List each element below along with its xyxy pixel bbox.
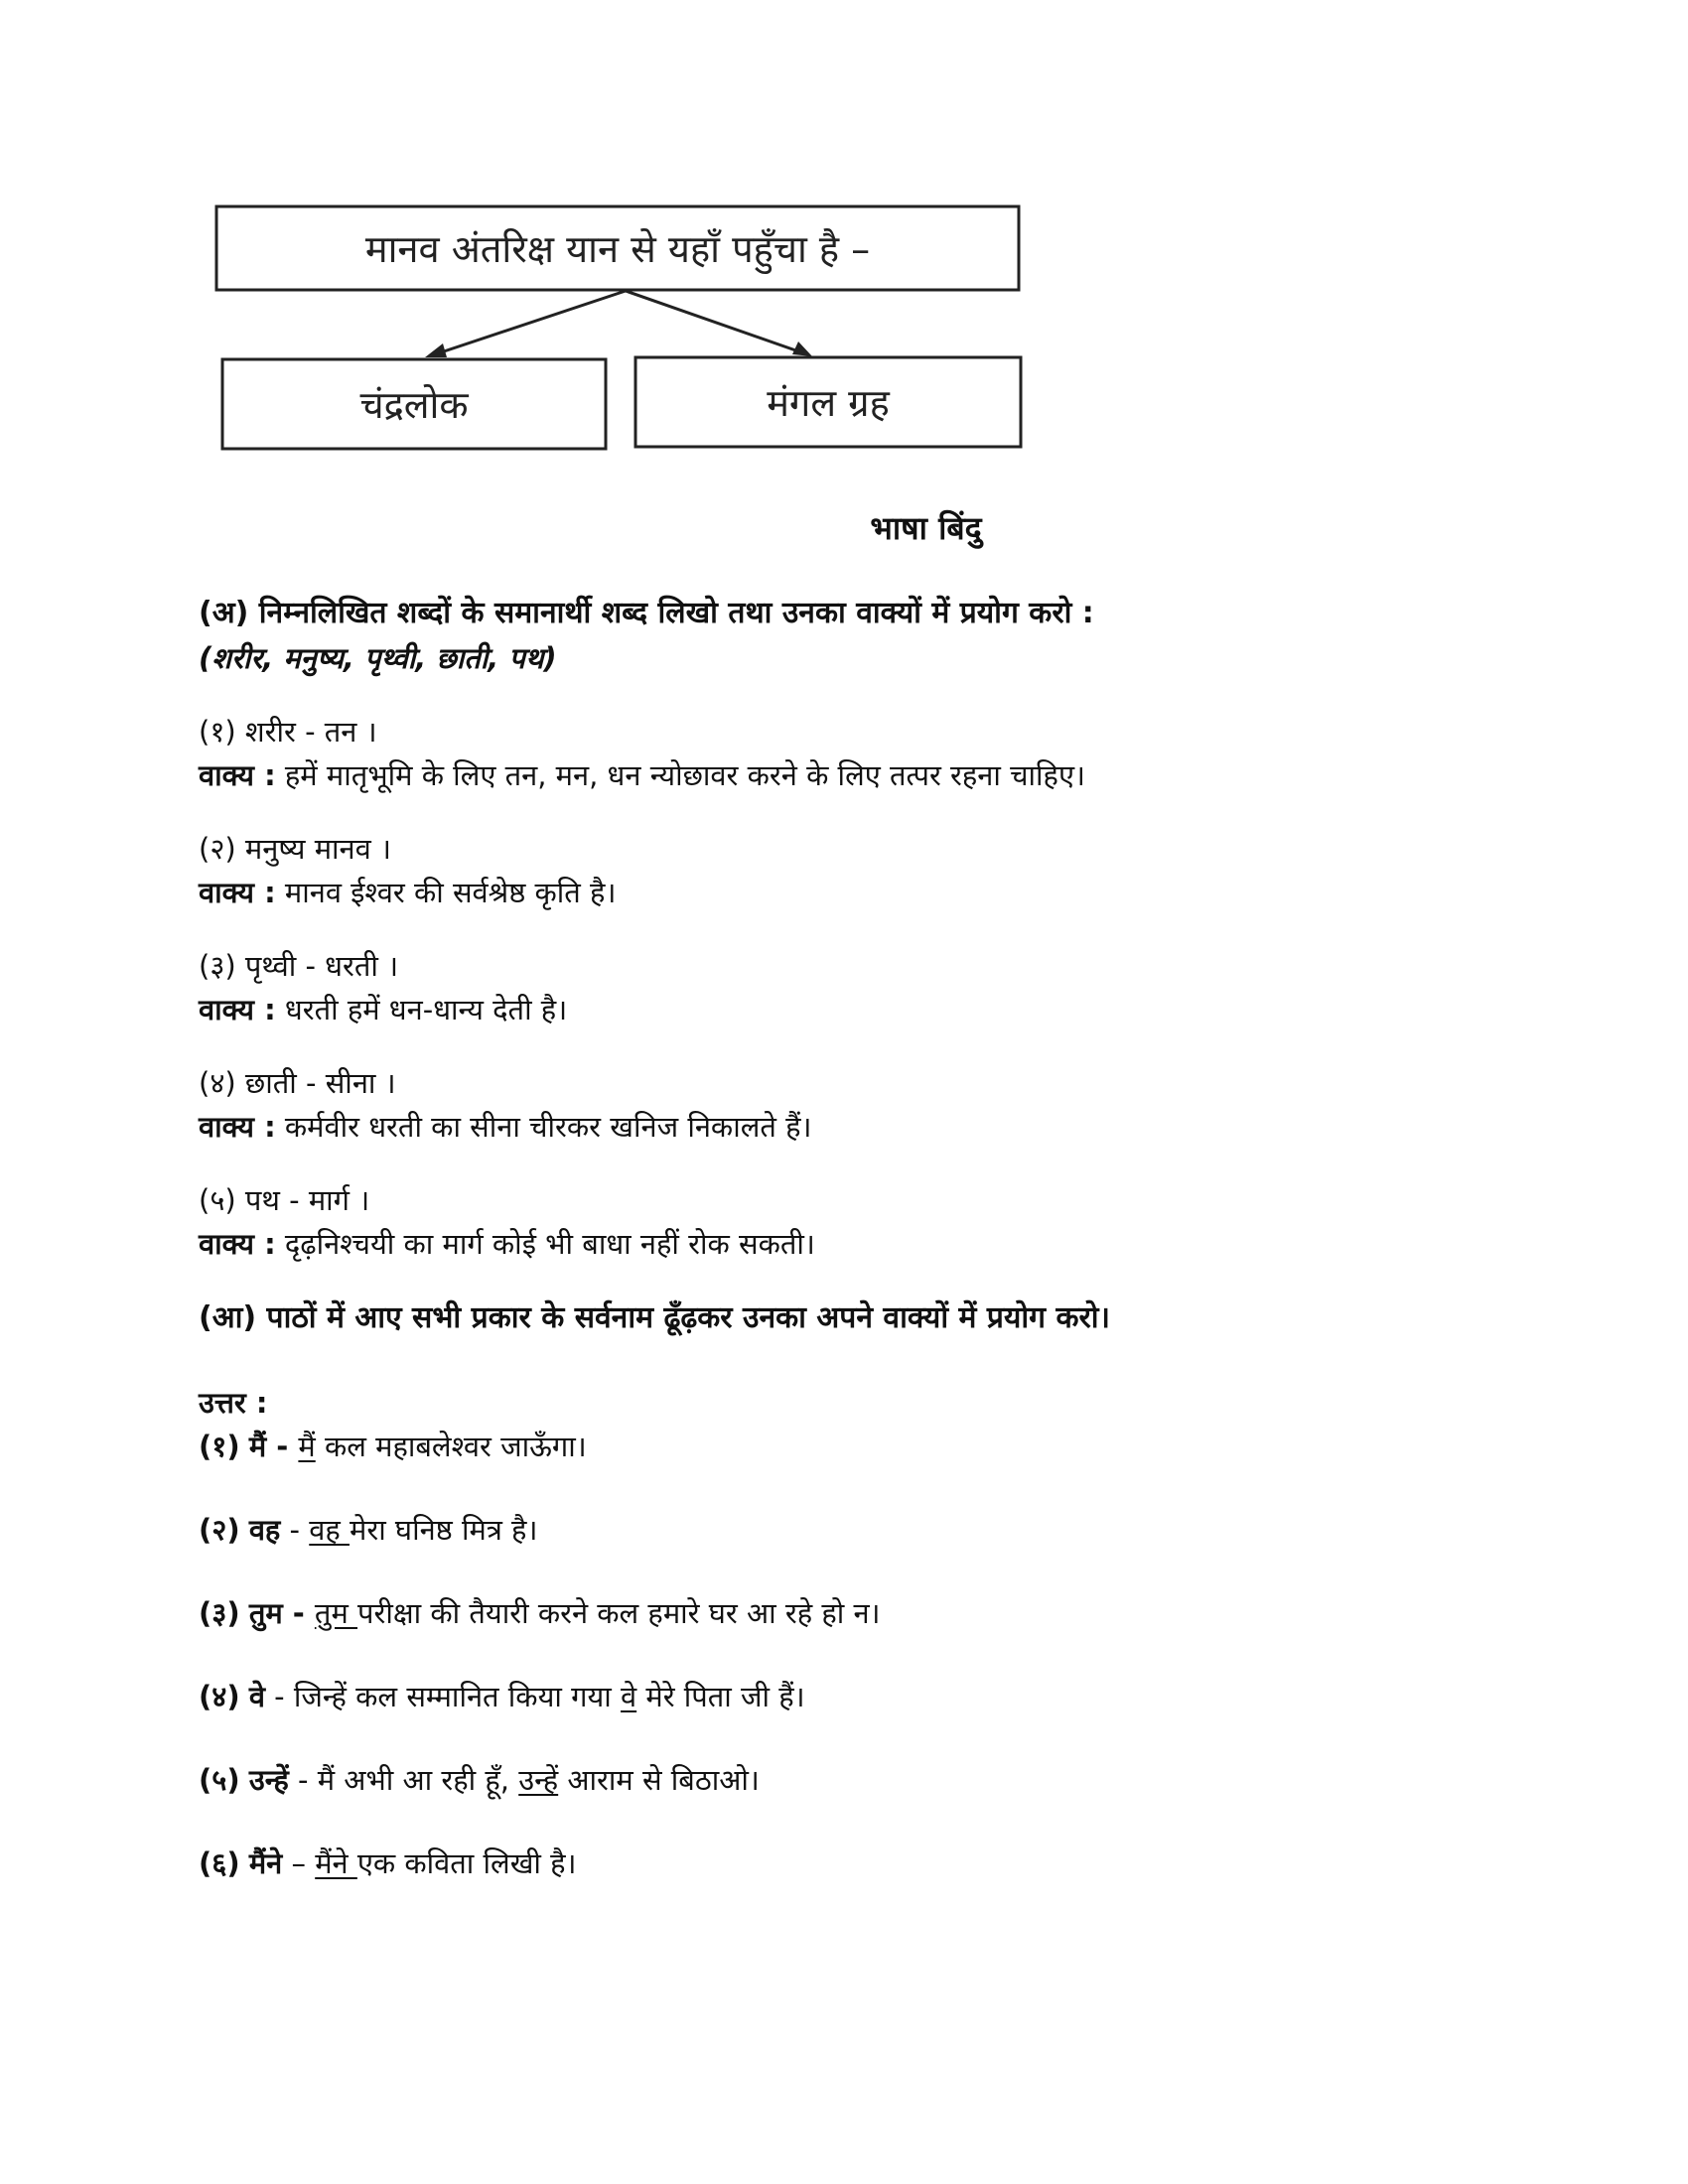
synonym-term: (३) पृथ्वी - धरती । <box>199 949 399 983</box>
example-sentence <box>199 1105 1509 1149</box>
arrow-right-head <box>792 341 812 356</box>
synonym-term: (१) शरीर - तन । <box>199 715 377 749</box>
pronoun-answer <box>199 1758 1509 1802</box>
pronoun: मैं <box>248 1430 267 1463</box>
sentence-post: परीक्षा की तैयारी करने कल हमारे घर आ रहे हो न। <box>357 1596 881 1630</box>
example-sentence <box>199 1222 1509 1266</box>
synonym-item <box>199 710 1509 797</box>
sentence-label: वाक्य : <box>199 1110 276 1144</box>
question-2-heading: (आ) पाठों में आए सभी प्रकार के सर्वनाम ढूँढ़कर उनका अपने वाक्यों में प्रयोग करो। <box>199 1300 1110 1335</box>
synonym-item <box>199 1061 1509 1149</box>
answer-number: (१) <box>199 1430 240 1463</box>
sentence-text: धरती हमें धन-धान्य देती है। <box>284 993 568 1026</box>
synonym-item <box>199 827 1509 914</box>
pronoun: उन्हें <box>248 1763 289 1797</box>
question-1-words: (शरीर, मनुष्य, पृथ्वी, छाती, पथ) <box>199 641 557 675</box>
separator: - <box>288 1763 318 1797</box>
arrow-left-head <box>425 343 447 357</box>
question-1-heading: (अ) निम्नलिखित शब्दों के समानार्थी शब्द लिखो तथा उनका वाक्यों में प्रयोग करो : <box>199 596 1094 630</box>
example-sentence <box>199 753 1509 797</box>
right-box-text: मंगल ग्रह <box>767 381 890 425</box>
underlined-pronoun: उन्हें <box>518 1763 559 1797</box>
content <box>199 591 1509 1925</box>
separator: - <box>280 1513 310 1547</box>
section-title: भाषा बिंदु <box>870 509 982 547</box>
sentence-pre: मैं अभी आ रही हूँ, <box>317 1763 519 1797</box>
sentence-label: वाक्य : <box>199 758 276 792</box>
pronoun-answer <box>199 1425 1509 1468</box>
sentence-post: मेरे पिता जी हैं। <box>636 1680 805 1713</box>
underlined-pronoun: मैंने <box>315 1846 357 1880</box>
sentence-pre: जिन्हें कल सम्मानित किया गया <box>293 1680 622 1713</box>
underlined-pronoun: वह <box>309 1513 350 1547</box>
top-box-text: मानव अंतरिक्ष यान से यहाँ पहुँचा है – <box>364 227 871 271</box>
pronoun: तुम <box>248 1596 283 1630</box>
answer-number: (४) <box>199 1680 240 1713</box>
sentence-text: मानव ईश्वर की सर्वश्रेष्ठ कृति है। <box>284 876 617 909</box>
sentence-post: एक कविता लिखी है। <box>356 1846 577 1880</box>
answer-number: (३) <box>199 1596 240 1630</box>
synonym-item <box>199 944 1509 1031</box>
pronoun-answer <box>199 1591 1509 1635</box>
separator: - <box>282 1596 315 1630</box>
sentence-label: वाक्य : <box>199 993 276 1026</box>
pronoun-answer <box>199 1508 1509 1552</box>
synonym-item <box>199 1178 1509 1266</box>
left-box-text: चंद्रलोक <box>359 383 469 427</box>
synonym-term: (५) पथ - मार्ग । <box>199 1183 370 1217</box>
example-sentence <box>199 871 1509 914</box>
arrow-right <box>626 291 804 353</box>
pronoun-answer <box>199 1675 1509 1718</box>
example-sentence <box>199 988 1509 1031</box>
sentence-text: दृढ़निश्चयी का मार्ग कोई भी बाधा नहीं रोक सकती। <box>284 1227 815 1261</box>
answer-number: (२) <box>199 1513 240 1547</box>
diagram <box>209 199 1033 467</box>
sentence-post: आराम से बिठाओ। <box>558 1763 760 1797</box>
sentence-label: वाक्य : <box>199 876 276 909</box>
pronoun: वे <box>248 1680 265 1713</box>
answer-number: (५) <box>199 1763 240 1797</box>
arrow-left <box>432 291 626 355</box>
separator: – <box>282 1846 316 1880</box>
synonym-term: (२) मनुष्य मानव । <box>199 832 391 866</box>
pronoun-answer <box>199 1842 1509 1885</box>
underlined-pronoun: मैं <box>298 1430 316 1463</box>
sentence-label: वाक्य : <box>199 1227 276 1261</box>
underlined-pronoun: तुम <box>314 1596 358 1630</box>
sentence-text: कर्मवीर धरती का सीना चीरकर खनिज निकालते हैं। <box>284 1110 812 1144</box>
answer-number: (६) <box>199 1846 240 1880</box>
underlined-pronoun: वे <box>621 1680 637 1713</box>
pronoun: मैंने <box>248 1846 283 1880</box>
sentence-text: हमें मातृभूमि के लिए तन, मन, धन न्योछावर करने के लिए तत्पर रहना चाहिए। <box>284 758 1085 792</box>
pronoun: वह <box>248 1513 281 1547</box>
separator: - <box>266 1430 299 1463</box>
sentence-post: कल महाबलेश्वर जाऊँगा। <box>315 1430 587 1463</box>
sentence-post: मेरा घनिष्ठ मित्र है। <box>350 1513 538 1547</box>
synonym-term: (४) छाती - सीना । <box>199 1066 396 1100</box>
separator: - <box>264 1680 294 1713</box>
answer-label: उत्तर : <box>199 1386 268 1420</box>
